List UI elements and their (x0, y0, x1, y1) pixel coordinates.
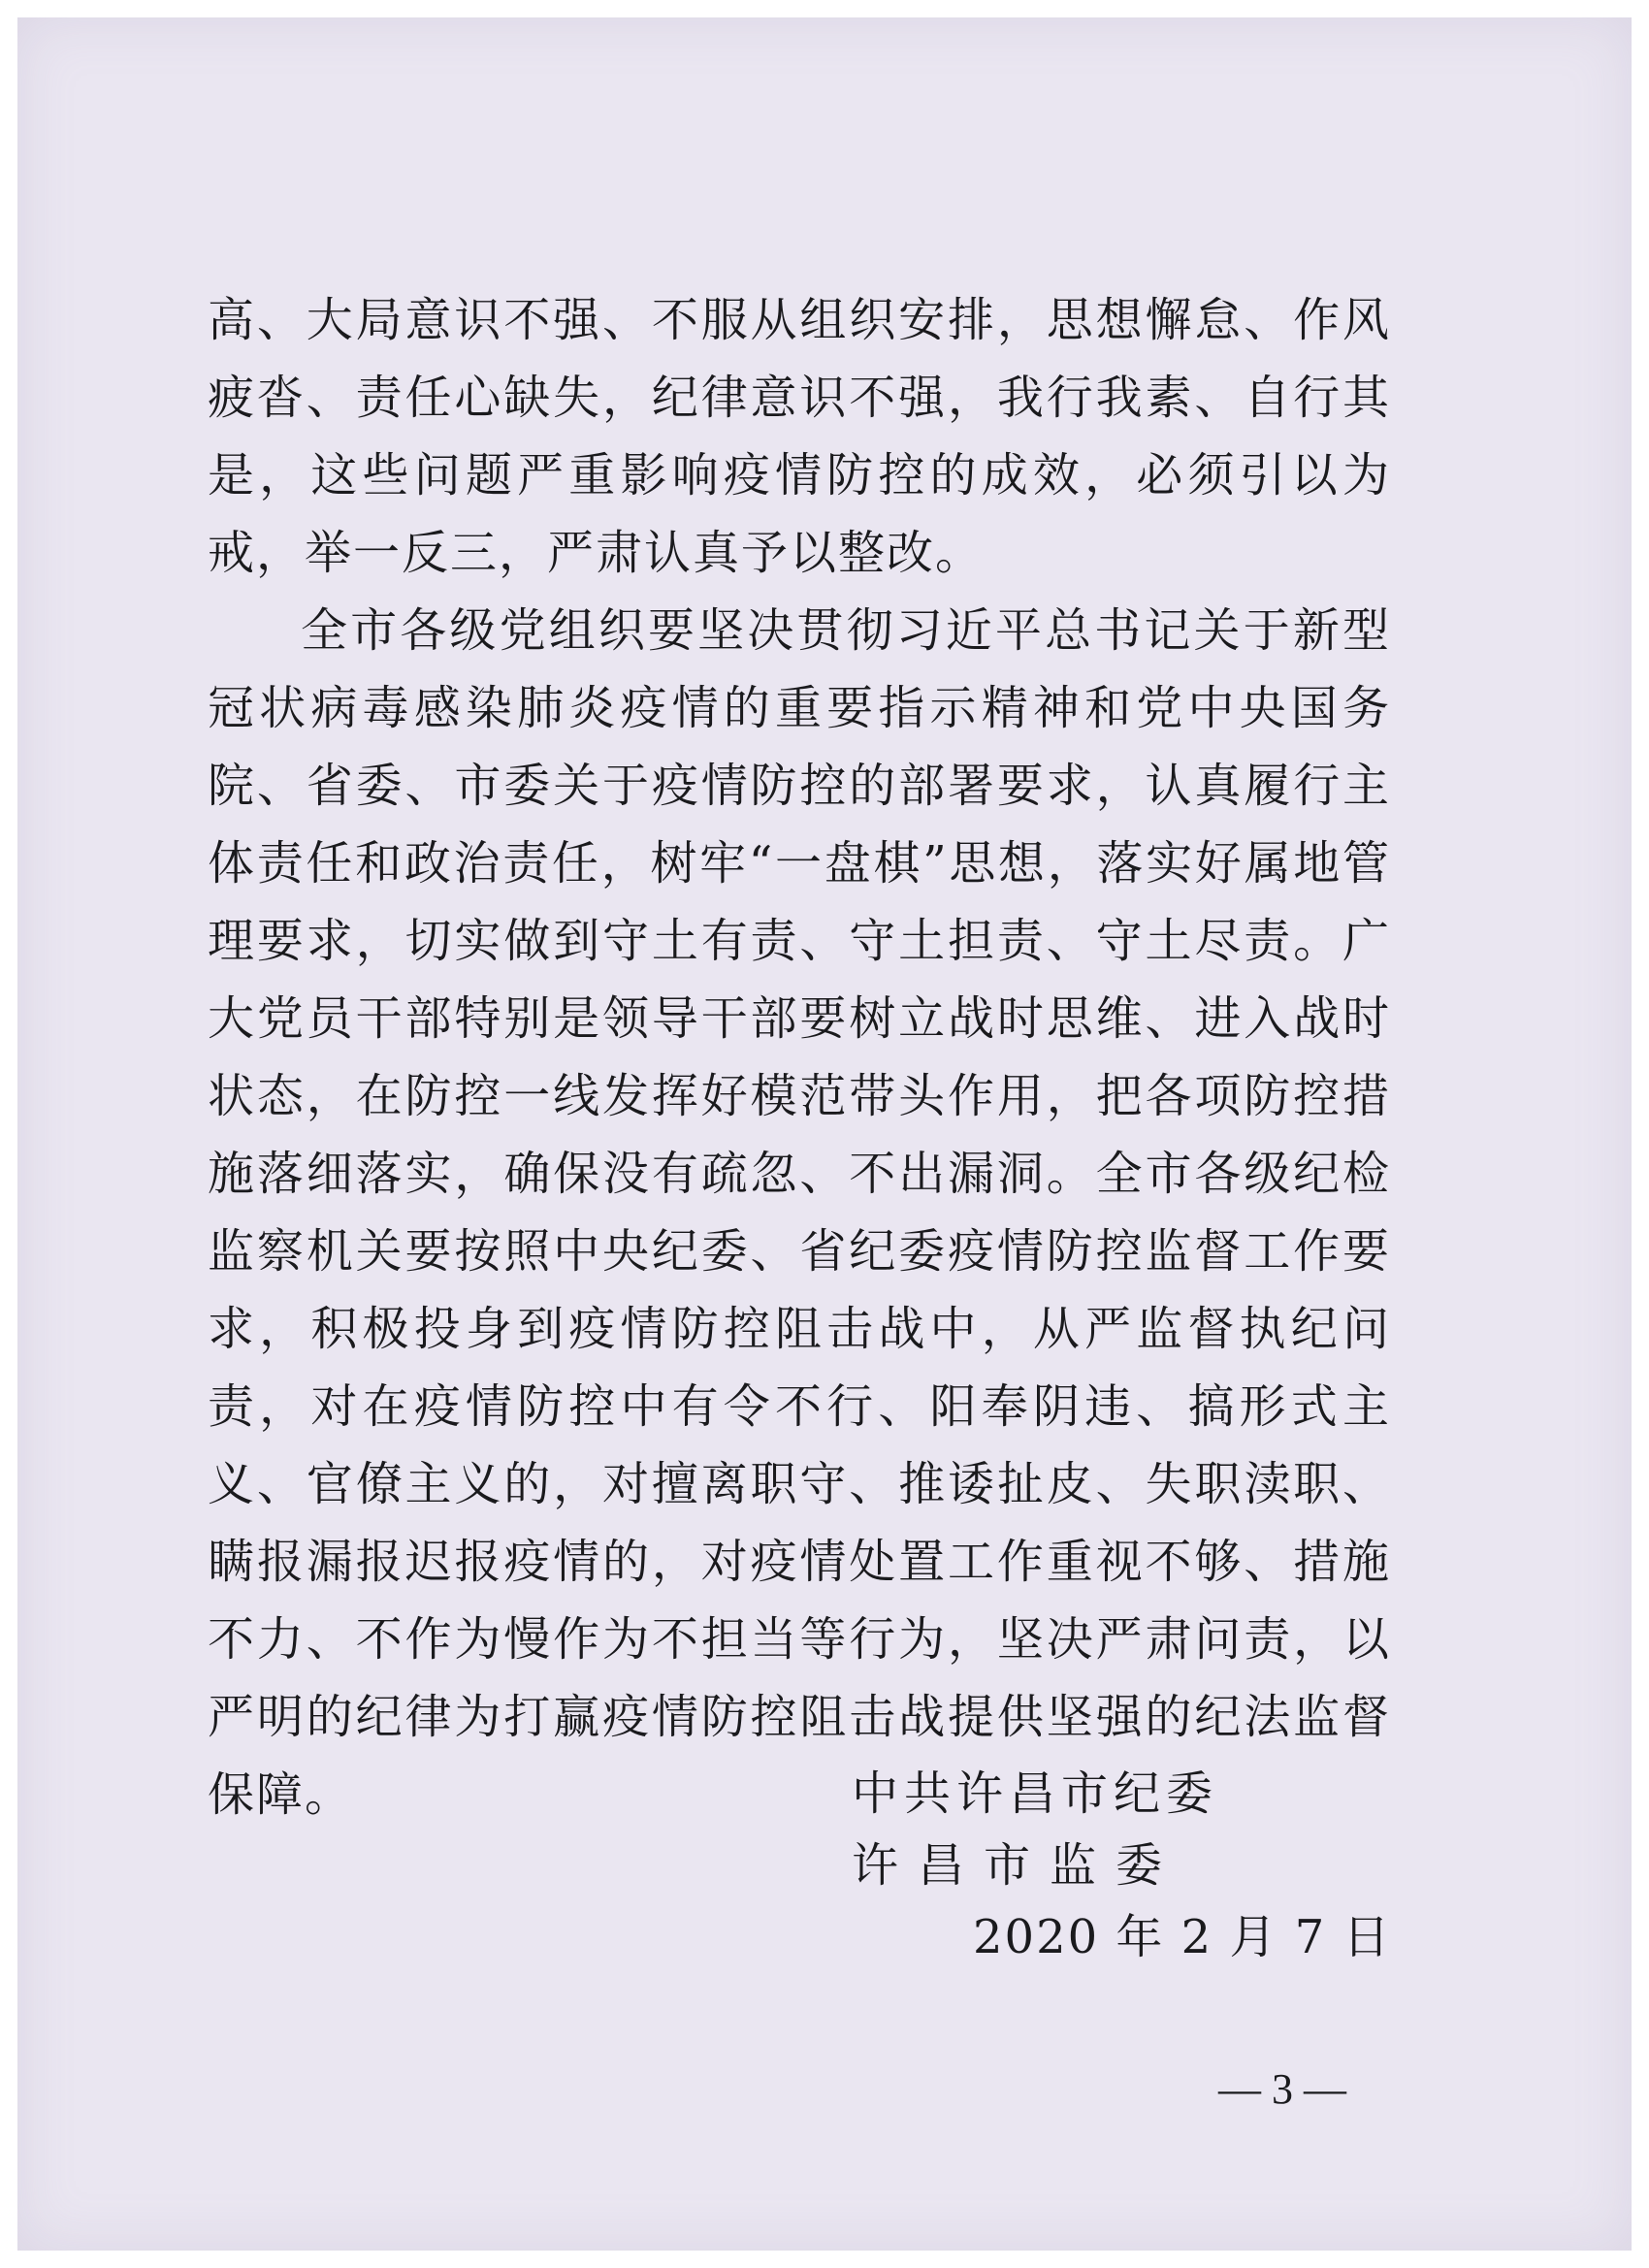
signature-date: 2020 年 2 月 7 日 (973, 1910, 1392, 1964)
paragraph-main: 全市各级党组织要坚决贯彻习近平总书记关于新型冠状病毒感染肺炎疫情的重要指示精神和党中央国务院、省委、市委关于疫情防控的部署要求，认真履行主体责任和政治责任，树牢“一盘棋”思想，落实好属地管理要求，切实做到守土有责、守土担责、守土尽责。广大党员干部特别是领导干部要树立战时思维、进入战时状态，在防控一线发挥好模范带头作用，把各项防控措施落细落实，确保没有疏忽、不出漏洞。全市各级纪检监察机关要按照中央纪委、省纪委疫情防控监督工作要求，积极投身到疫情防控阻击战中，从严监督执纪问责，对在疫情防控中有令不行、阳奉阴违、搞形式主义、官僚主义的，对擅离职守、推诿扯皮、失职渎职、瞒报漏报迟报疫情的，对疫情处置工作重视不够、措施不力、不作为慢作为不担当等行为，坚决严肃问责，以严明的纪律为打赢疫情防控阻击战提供坚强的纪法监督保障。 (208, 603, 1391, 1822)
signature-org-supervision: 许昌市监委 (852, 1838, 1182, 1893)
document-body (208, 281, 1391, 1833)
document-page (17, 17, 1632, 2251)
page-number: — 3 — (1218, 2065, 1346, 2113)
paragraph-continued: 高、大局意识不强、不服从组织安排，思想懈怠、作风疲沓、责任心缺失，纪律意识不强，我行我素、自行其是，这些问题严重影响疫情防控的成效，必须引以为戒，举一反三，严肃认真予以整改。 (208, 293, 1391, 580)
signature-org-commission: 中共许昌市纪委 (852, 1766, 1219, 1821)
